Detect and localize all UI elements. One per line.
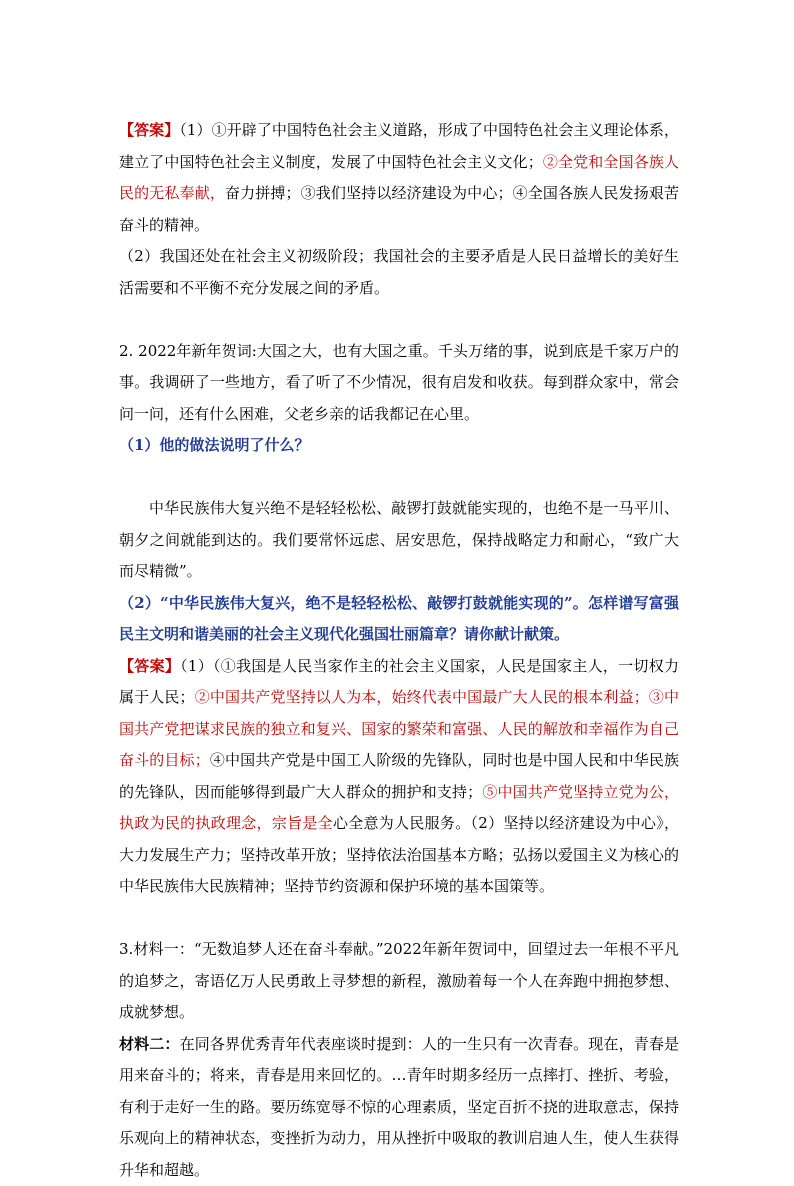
answer-text-highlight: ⑤中国共产党坚持立党为公，执政为民的执政理念，宗旨是全 xyxy=(119,783,679,833)
answer-paragraph-3 xyxy=(119,651,679,903)
answer-text: ④中国共产党是中国工人阶级的先锋队，同时也是中国人民和中华民族的先锋队，因而能够得到最广大人群众的拥护和支持； xyxy=(119,751,679,801)
answer-text: 奋力拼搏；③我们坚持以经济建设为中心；④全国各族人民发扬艰苦奋斗的精神。 xyxy=(119,184,679,234)
question-intro: 2. 2022年新年贺词:大国之大，也有大国之重。千头万绪的事，说到底是千家万户的事。我调研了一些地方，看了听了不少情况，很有启发和收获。每到群众家中，常会问一问，还有什么困难，父老乡亲的话我都记在心里。 xyxy=(119,336,679,431)
material-two-text: 在同各界优秀青年代表座谈时提到：人的一生只有一次青春。现在，青春是用来奋斗的；将来，青春是用来回忆的。…青年时期多经历一点摔打、挫折、考验，有利于走好一生的路。要历练宽辱不惊的心理素质，坚定百折不挠的进取意志，保持乐观向上的精神状态，变挫折为动力，用从挫折中吸取的教训启迪人生，使人生获得升华和超越。 xyxy=(119,1035,679,1179)
answer-text: 心全意为人民服务。（2）坚持以经济建设为中心》，大力发展生产力；坚持改革开放；坚持依法治国基本方略；弘扬以爱国主义为核心的中华民族伟大民族精神；坚持节约资源和保护环境的基本国策等。 xyxy=(119,814,679,895)
answer-label: 【答案】 xyxy=(119,121,179,139)
answer-text: （1）（①我国是人民当家作主的社会主义国家，人民是国家主人，一切权力属于人民； xyxy=(119,657,679,707)
material-two-label: 材料二： xyxy=(119,1035,180,1053)
material-two xyxy=(119,1029,679,1186)
answer-paragraph-2: （2）我国还处在社会主义初级阶段；我国社会的主要矛盾是人民日益增长的美好生活需要和不平衡不充分发展之间的矛盾。 xyxy=(119,241,679,304)
spacer xyxy=(119,304,679,336)
document-page xyxy=(119,115,679,1186)
answer-text-highlight: ②全党和全国各族人民的无私奉献， xyxy=(119,153,679,203)
answer-text-highlight: ②中国共产党坚持以人为本，始终代表中国最广大人民的根本利益；③中国共产党把谋求民族的独立和复兴、国家的繁荣和富强、人民的解放和幸福作为自己奋斗的目标； xyxy=(119,688,679,769)
sub-question-1: （1）他的做法说明了什么？ xyxy=(119,430,679,462)
material-one-label: 3.材料一： xyxy=(119,940,194,958)
sub-question-2: （2）“中华民族伟大复兴，绝不是轻轻松松、敲锣打鼓就能实现的”。怎样谱写富强民主文明和谐美丽的社会主义现代化强国壮丽篇章？请你献计献策。 xyxy=(119,588,679,651)
spacer xyxy=(119,462,679,494)
material-one xyxy=(119,934,679,1029)
answer-label: 【答案】 xyxy=(119,657,180,675)
answer-text: （1）①开辟了中国特色社会主义道路，形成了中国特色社会主义理论体系，建立了中国特色社会主义制度，发展了中国特色社会主义文化； xyxy=(119,121,679,171)
answer-paragraph-1 xyxy=(119,115,679,241)
material-paragraph: 中华民族伟大复兴绝不是轻轻松松、敲锣打鼓就能实现的，也绝不是一马平川、朝夕之间就能到达的。我们要常怀远虑、居安思危，保持战略定力和耐心，“致广大而尽精微”。 xyxy=(119,493,679,588)
material-one-text: “无数追梦人还在奋斗奉献。”2022年新年贺词中，回望过去一年根不平凡的追梦之，寄语亿万人民勇敢上寻梦想的新程，激励着每一个人在奔跑中拥抱梦想、成就梦想。 xyxy=(119,940,679,1021)
spacer xyxy=(119,903,679,935)
